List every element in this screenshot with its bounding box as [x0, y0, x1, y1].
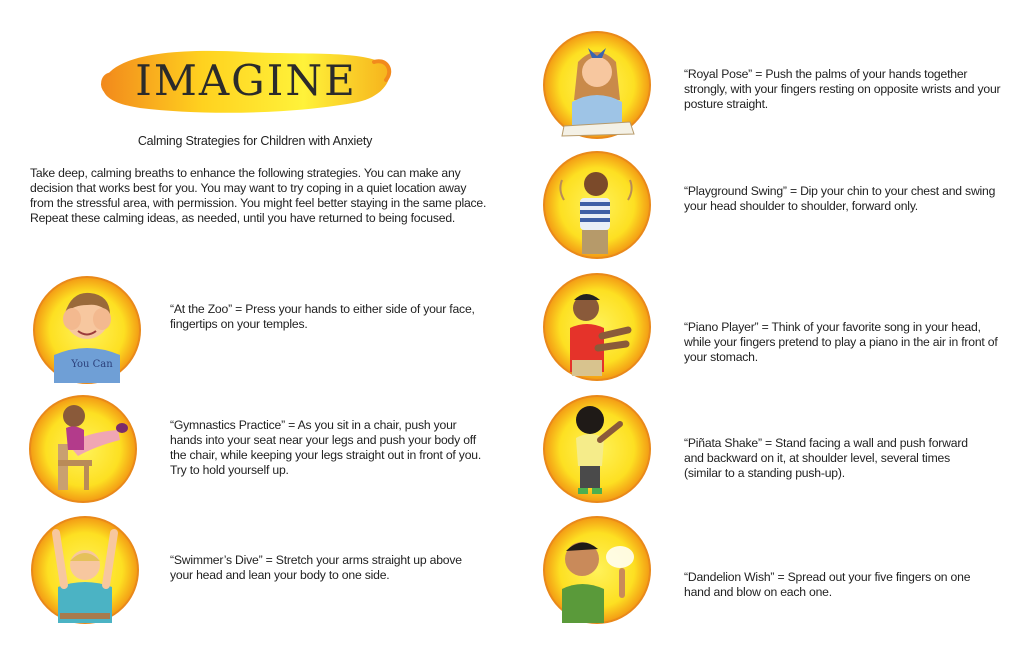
- strategy-text: Stand facing a wall and push forward and backward on it, at shoulder level, several times (similar to a standing push-up).: [684, 436, 968, 480]
- strategy-title: “Gymnastics Practice”: [170, 418, 285, 432]
- child-illustration-pinata-shake: [542, 394, 652, 504]
- child-illustration-swimmers-dive: [30, 515, 140, 625]
- child-illustration-piano-player: [542, 272, 652, 382]
- strategy-text: Spread out your five fingers on one hand and blow on each one.: [684, 570, 971, 599]
- shirt-text: You Can: [71, 359, 113, 370]
- intro-paragraph: Take deep, calming breaths to enhance the following strategies. You can make any decision that works best for you. You may want to try coping in a quiet location away from the stressful area, with permission. You might feel better staying in the same place. Repeat these calming ideas, as needed, until you have returned to being focused.: [30, 166, 487, 225]
- medallion-dandelion-wish: [542, 515, 652, 625]
- strategy-at-the-zoo: “At the Zoo” = Press your hands to either side of your face, fingertips on your temples.: [170, 302, 475, 331]
- strategy-title: “Playground Swing”: [684, 184, 787, 198]
- banner-brushstroke: [96, 40, 396, 120]
- strategy-gymnastics-practice: “Gymnastics Practice” = As you sit in a chair, push your hands into your seat near your legs and push your body off the chair, while keeping your legs straight out in front of you. Try to hold yourself up.: [170, 418, 482, 477]
- title-banner: [96, 40, 396, 120]
- strategy-dandelion-wish: “Dandelion Wish” = Spread out your five fingers on one hand and blow on each one.: [684, 570, 971, 599]
- strategy-text: Stretch your arms straight up above your head and lean your body to one side.: [170, 553, 462, 582]
- medallion-swimmers-dive: [30, 515, 140, 625]
- strategy-pinata-shake: “Piñata Shake” = Stand facing a wall and push forward and backward on it, at shoulder level, several times (similar to a standing push-up).: [684, 436, 968, 480]
- strategy-playground-swing: “Playground Swing” = Dip your chin to your chest and swing your head shoulder to shoulder, forward only.: [684, 184, 996, 213]
- medallion-piano-player: [542, 272, 652, 382]
- strategy-text: Think of your favorite song in your head, while your fingers pretend to play a piano in the air in front of your stomach.: [684, 320, 998, 364]
- strategy-title: “Dandelion Wish”: [684, 570, 775, 584]
- child-illustration-at-the-zoo: [32, 275, 142, 385]
- strategy-piano-player: “Piano Player” = Think of your favorite song in your head, while your fingers pretend to play a piano in the air in front of your stomach.: [684, 320, 998, 364]
- strategy-text: As you sit in a chair, push your hands into your seat near your legs and push your body off the chair, while keeping your legs straight out in front of you. Try to hold yourself up.: [170, 418, 482, 477]
- child-illustration-playground-swing: [542, 150, 652, 260]
- page-subtitle: Calming Strategies for Children with Anxiety: [137, 134, 373, 148]
- strategy-text: Dip your chin to your chest and swing your head shoulder to shoulder, forward only.: [684, 184, 996, 213]
- strategy-title: “At the Zoo”: [170, 302, 232, 316]
- strategy-title: “Piñata Shake”: [684, 436, 762, 450]
- strategy-swimmers-dive: “Swimmer’s Dive” = Stretch your arms straight up above your head and lean your body to one side.: [170, 553, 462, 582]
- medallion-gymnastics-practice: [28, 394, 138, 504]
- child-illustration-dandelion-wish: [542, 515, 652, 625]
- strategy-title: “Royal Pose”: [684, 67, 753, 81]
- medallion-playground-swing: [542, 150, 652, 260]
- medallion-at-the-zoo: [32, 275, 142, 385]
- medallion-royal-pose: [542, 30, 652, 140]
- child-illustration-gymnastics-practice: [28, 394, 138, 504]
- strategy-royal-pose: “Royal Pose” = Push the palms of your hands together strongly, with your fingers resting on opposite wrists and your posture straight.: [684, 67, 1001, 111]
- page-title: IMAGINE: [135, 56, 357, 105]
- strategy-text: Press your hands to either side of your face, fingertips on your temples.: [170, 302, 475, 331]
- strategy-title: “Piano Player”: [684, 320, 759, 334]
- strategy-title: “Swimmer’s Dive”: [170, 553, 263, 567]
- child-illustration-royal-pose: [542, 30, 652, 140]
- medallion-pinata-shake: [542, 394, 652, 504]
- strategy-text: Push the palms of your hands together strongly, with your fingers resting on opposite wrists and your posture straight.: [684, 67, 1001, 111]
